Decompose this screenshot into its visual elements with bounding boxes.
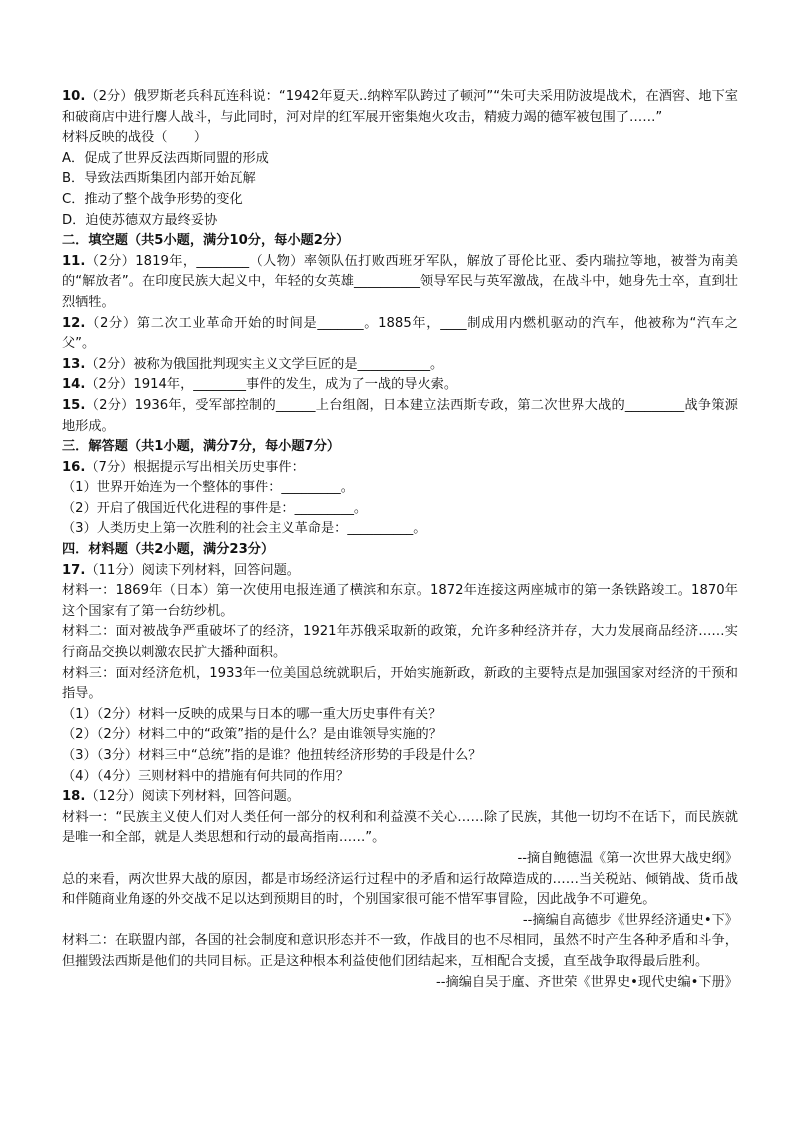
sub-item: （2）开启了俄国近代化进程的事件是：_________。 xyxy=(62,500,368,516)
question-15 xyxy=(62,396,738,437)
sub-item: （1）世界开始连为一个整体的事件：_________。 xyxy=(62,480,354,496)
question-stem: （11分）阅读下列材料，回答问题。 xyxy=(85,562,300,578)
question-number: 11. xyxy=(62,253,86,269)
option-c: C．推动了整个战争形势的变化 xyxy=(62,191,243,207)
exam-page xyxy=(62,87,738,993)
question-stem: （7分）根据提示写出相关历史事件： xyxy=(85,459,305,475)
sub-question: （2）（2分）材料二中的“政策”指的是什么？是由谁领导实施的？ xyxy=(62,727,442,743)
question-number: 14. xyxy=(62,377,86,393)
question-18 xyxy=(62,787,738,808)
source-citation: --摘编自高德步《世界经济通史•下》 xyxy=(522,912,738,928)
question-number: 18. xyxy=(62,789,86,805)
material-paragraph: 材料三：面对经济危机，1933年一位美国总统就职后，开始实施新政，新政的主要特点是加强国家对经济的干预和指导。 xyxy=(62,665,738,702)
question-text: （2分）1936年，受军部控制的______上台组阁，日本建立法西斯专政，第二次世界大战的_________战争策源地形成。 xyxy=(62,397,738,434)
material-paragraph: 材料一：1869年（日本）第一次使用电报连通了横滨和东京。1872年连接这两座城市的第一条铁路竣工。1870年这个国家有了第一台纺纱机。 xyxy=(62,583,738,619)
source-citation: --摘编自吴于廑、齐世荣《世界史•现代史编•下册》 xyxy=(435,974,738,990)
question-17 xyxy=(62,561,738,582)
question-prompt: 材料反映的战役（ ） xyxy=(62,130,208,146)
question-13 xyxy=(62,355,738,376)
option-a: A．促成了世界反法西斯同盟的形成 xyxy=(62,150,269,166)
material-paragraph: 材料二：在联盟内部，各国的社会制度和意识形态并不一致，作战目的也不尽相同，虽然不时产生各种矛盾和斗争，但摧毁法西斯是他们的共同目标。正是这种根本利益使他们团结起来，互相配合支援，直至战争取得最后胜利。 xyxy=(62,933,738,969)
question-12 xyxy=(62,314,738,355)
question-10 xyxy=(62,87,738,128)
sub-question: （1）（2分）材料一反映的成果与日本的哪一重大历史事件有关？ xyxy=(62,706,442,722)
question-text: （2分）第二次工业革命开始的时间是_______。1885年，____制成用内燃机驱动的汽车，他被称为“汽车之父”。 xyxy=(62,315,738,352)
question-text: （2分）被称为俄国批判现实主义文学巨匠的是___________。 xyxy=(85,356,444,372)
section-heading: 三．解答题（共1小题，满分7分，每小题7分） xyxy=(62,439,341,455)
section-heading: 四．材料题（共2小题，满分23分） xyxy=(62,542,275,558)
question-number: 10. xyxy=(62,89,86,104)
question-text: （2分）1819年，________（人物）率领队伍打败西班牙军队，解放了哥伦比亚、委内瑞拉等地，被誉为南美的“解放者”。在印度民族大起义中，年轻的女英雄__________领导军民与英军激战，在战斗中，她身先士卒，直到壮烈牺牲。 xyxy=(62,253,738,310)
sub-item: （3）人类历史上第一次胜利的社会主义革命是：__________。 xyxy=(62,521,427,537)
material-paragraph: 总的来看，两次世界大战的原因，都是市场经济运行过程中的矛盾和运行故障造成的……当关税站、倾销战、货币战和伴随商业角逐的外交战不足以达到预期目的时，个别国家很可能不惜军事冒险，因此战争不可避免。 xyxy=(62,871,738,908)
question-11 xyxy=(62,252,738,314)
sub-question: （4）（4分）三则材料中的措施有何共同的作用？ xyxy=(62,768,350,784)
material-paragraph: 材料二：面对被战争严重破坏了的经济，1921年苏俄采取新的政策，允许多种经济并存，大力发展商品经济……实行商品交换以刺激农民扩大播种面积。 xyxy=(62,624,738,661)
material-paragraph: 材料一：“民族主义使人们对人类任何一部分的权利和利益漠不关心……除了民族，其他一切均不在话下，而民族就是唯一和全部，就是人类思想和行动的最高指南……”。 xyxy=(62,809,738,846)
question-14 xyxy=(62,375,738,396)
question-number: 16. xyxy=(62,459,86,475)
question-number: 13. xyxy=(62,356,86,372)
question-number: 12. xyxy=(62,315,86,331)
source-citation: --摘自鲍德温《第一次世界大战史纲》 xyxy=(517,850,738,866)
section-heading: 二．填空题（共5小题，满分10分，每小题2分） xyxy=(62,233,350,249)
option-b: B．导致法西斯集团内部开始瓦解 xyxy=(62,171,256,187)
question-stem: （2分）俄罗斯老兵科瓦连科说：“1942年夏天..纳粹军队跨过了顿河”“朱可夫采用防波堤战术，在酒窖、地下室和破商店中进行麐人战斗，与此同时，河对岸的红军展开密集炮火攻击，精疲力竭的德军被包围了……” xyxy=(62,89,738,125)
question-number: 15. xyxy=(62,397,86,413)
sub-question: （3）（3分）材料三中“总统”指的是谁？他扭转经济形势的手段是什么？ xyxy=(62,748,482,763)
question-number: 17. xyxy=(62,562,86,578)
question-text: （2分）1914年，________事件的发生，成为了一战的导火索。 xyxy=(85,377,458,393)
question-stem: （12分）阅读下列材料，回答问题。 xyxy=(85,789,300,805)
question-16 xyxy=(62,458,738,479)
option-d: D．迫使苏德双方最终妥协 xyxy=(62,212,218,228)
